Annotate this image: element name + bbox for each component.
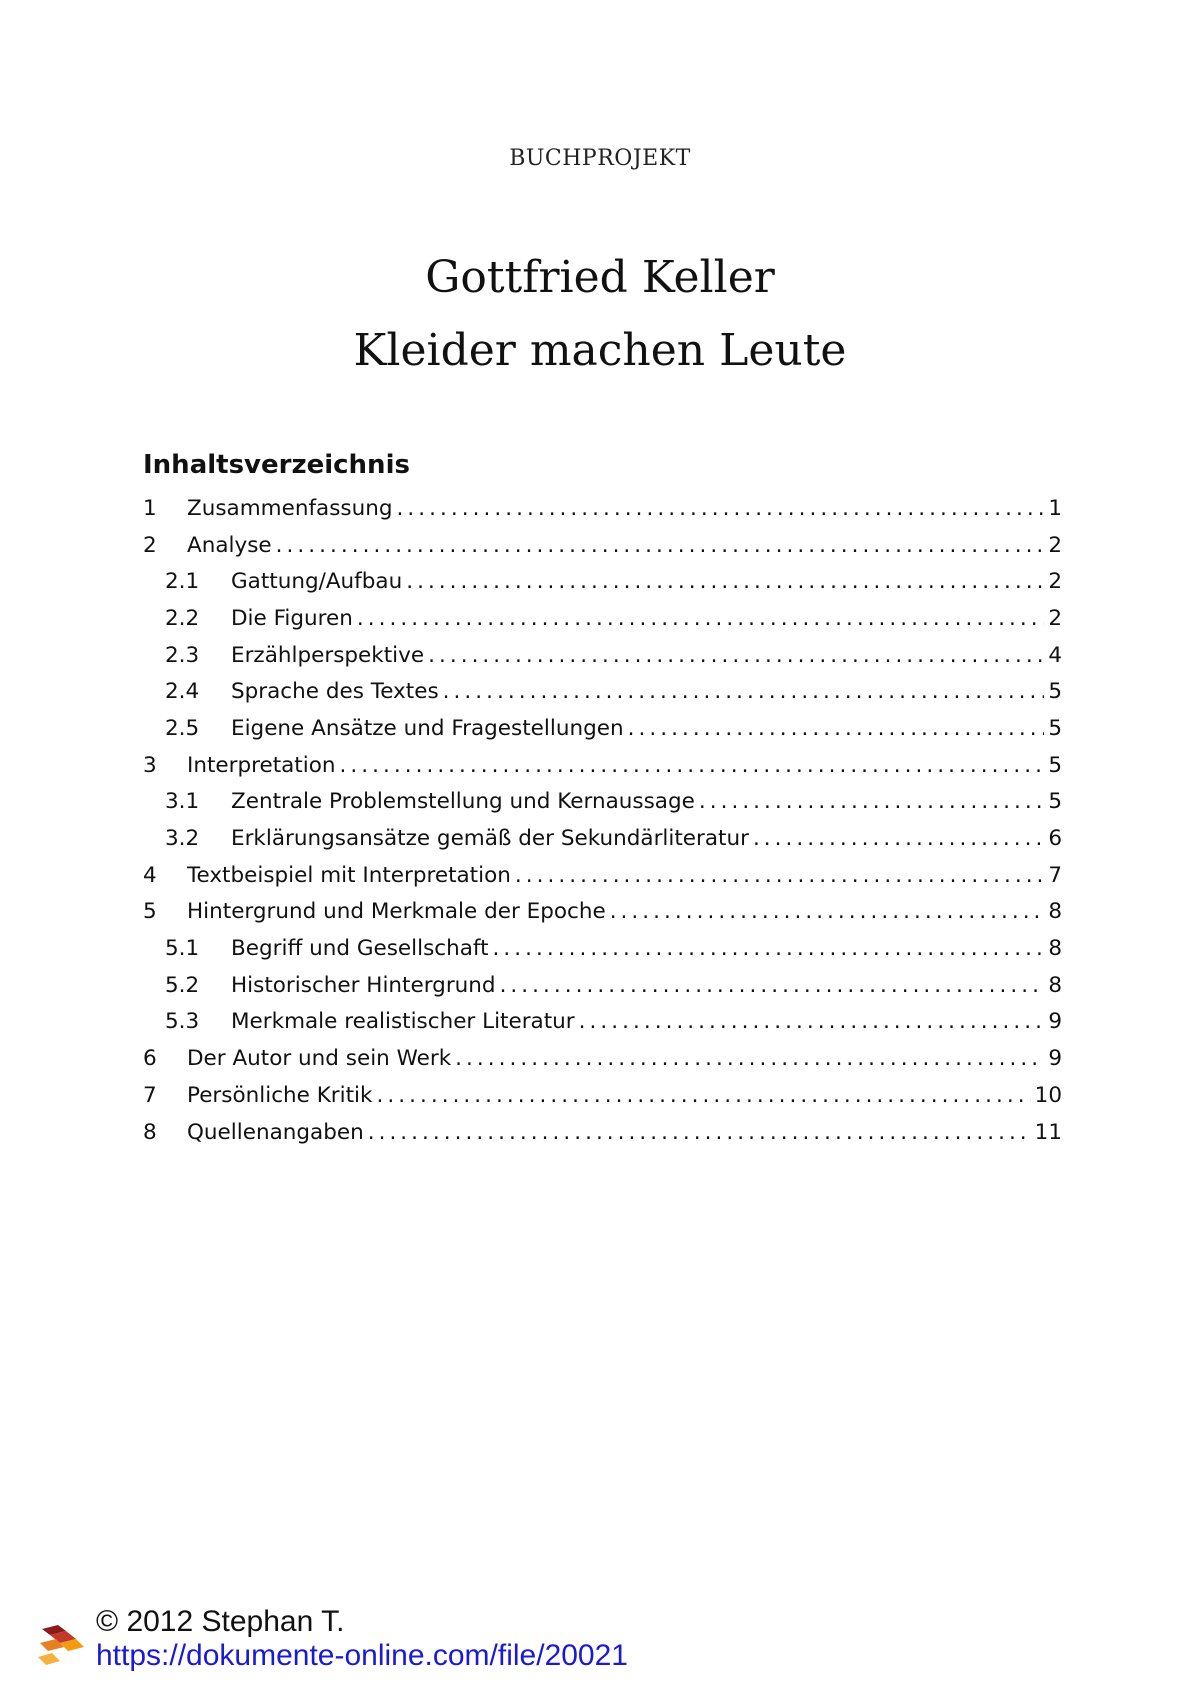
toc-entry-page: 8 xyxy=(1048,899,1062,925)
toc-entry-page: 4 xyxy=(1048,642,1062,668)
toc-entry-page: 5 xyxy=(1048,752,1062,778)
toc-entry-page: 9 xyxy=(1048,1046,1062,1072)
toc-entry[interactable] xyxy=(143,1077,1062,1114)
dokumente-online-logo-icon xyxy=(36,1621,86,1671)
toc-entry[interactable] xyxy=(143,784,1062,821)
toc-entry-number: 5.2 xyxy=(165,972,200,998)
toc-entry[interactable] xyxy=(143,1004,1062,1041)
toc-entry-label: Gattung/Aufbau xyxy=(231,569,403,595)
toc-entry-label: Zentrale Problemstellung und Kernaussage xyxy=(231,789,695,815)
toc-dot-leader xyxy=(699,789,1044,814)
toc-entry[interactable] xyxy=(143,490,1062,527)
toc-dot-leader xyxy=(397,496,1044,521)
toc-dot-leader xyxy=(406,569,1044,594)
toc-dot-leader xyxy=(357,606,1044,631)
toc-dot-leader xyxy=(368,1120,1031,1145)
toc-entry-number: 5.3 xyxy=(165,1009,200,1035)
toc-entry[interactable] xyxy=(143,967,1062,1004)
toc-entry-number: 7 xyxy=(143,1082,157,1108)
toc-entry[interactable] xyxy=(143,637,1062,674)
toc-dot-leader xyxy=(579,1009,1044,1034)
toc-dot-leader xyxy=(376,1083,1030,1108)
toc-entry-label: Hintergrund und Merkmale der Epoche xyxy=(187,899,606,925)
toc-entry-number: 3.2 xyxy=(165,826,200,852)
toc-entry-number: 2 xyxy=(143,532,157,558)
toc-entry-label: Interpretation xyxy=(187,752,336,778)
toc-entry-page: 8 xyxy=(1048,972,1062,998)
source-link[interactable]: https://dokumente-online.com/file/20021 xyxy=(96,1639,628,1672)
toc-entry-number: 1 xyxy=(143,495,157,521)
toc-entry-label: Textbeispiel mit Interpretation xyxy=(187,862,511,888)
toc-entry-label: Merkmale realistischer Literatur xyxy=(231,1009,575,1035)
copyright-text: © 2012 Stephan T. xyxy=(96,1605,345,1638)
toc-entry-number: 5.1 xyxy=(165,936,200,962)
toc-dot-leader xyxy=(276,533,1044,558)
toc-entry[interactable] xyxy=(143,527,1062,564)
toc-entry-label: Erklärungsansätze gemäß der Sekundärliteratur xyxy=(231,826,749,852)
toc-entry-page: 5 xyxy=(1048,789,1062,815)
toc-entry-number: 3 xyxy=(143,752,157,778)
toc-entry[interactable] xyxy=(143,747,1062,784)
toc-entry-label: Quellenangaben xyxy=(187,1119,364,1145)
toc-entry-number: 3.1 xyxy=(165,789,200,815)
toc-entry[interactable] xyxy=(143,1040,1062,1077)
toc-entry-page: 10 xyxy=(1034,1082,1062,1108)
toc-entry-label: Die Figuren xyxy=(231,605,353,631)
document-kicker: BUCHPROJEKT xyxy=(509,146,691,171)
toc-entry-label: Persönliche Kritik xyxy=(187,1082,373,1108)
toc-entry-page: 5 xyxy=(1048,679,1062,705)
toc-entry-page: 7 xyxy=(1048,862,1062,888)
toc-entry[interactable] xyxy=(143,820,1062,857)
toc-entry-number: 2.2 xyxy=(165,605,200,631)
toc-entry-number: 8 xyxy=(143,1119,157,1145)
table-of-contents xyxy=(143,490,1062,1150)
toc-entry-number: 2.4 xyxy=(165,679,200,705)
toc-entry-page: 11 xyxy=(1034,1119,1062,1145)
toc-entry-label: Analyse xyxy=(187,532,272,558)
toc-dot-leader xyxy=(515,863,1044,888)
toc-entry-label: Sprache des Textes xyxy=(231,679,439,705)
toc-entry-page: 1 xyxy=(1048,495,1062,521)
toc-entry-label: Der Autor und sein Werk xyxy=(187,1046,452,1072)
toc-entry[interactable] xyxy=(143,930,1062,967)
toc-entry[interactable] xyxy=(143,857,1062,894)
toc-entry-page: 6 xyxy=(1048,826,1062,852)
toc-entry-label: Historischer Hintergrund xyxy=(231,972,496,998)
toc-entry-page: 2 xyxy=(1048,569,1062,595)
toc-entry[interactable] xyxy=(143,710,1062,747)
title-work: Kleider machen Leute xyxy=(353,325,847,376)
toc-dot-leader xyxy=(428,643,1044,668)
toc-dot-leader xyxy=(493,936,1044,961)
toc-dot-leader xyxy=(443,679,1044,704)
toc-entry[interactable] xyxy=(143,673,1062,710)
toc-dot-leader xyxy=(455,1046,1044,1071)
toc-entry[interactable] xyxy=(143,894,1062,931)
toc-entry-page: 5 xyxy=(1048,715,1062,741)
toc-entry-page: 2 xyxy=(1048,532,1062,558)
toc-entry-label: Zusammenfassung xyxy=(187,495,393,521)
toc-entry-number: 2.1 xyxy=(165,569,200,595)
toc-entry-page: 9 xyxy=(1048,1009,1062,1035)
toc-dot-leader xyxy=(610,899,1044,924)
toc-entry[interactable] xyxy=(143,1114,1062,1151)
toc-dot-leader xyxy=(628,716,1044,741)
footer xyxy=(36,1605,836,1685)
toc-entry-number: 6 xyxy=(143,1046,157,1072)
toc-dot-leader xyxy=(500,973,1044,998)
toc-dot-leader xyxy=(340,753,1045,778)
toc-entry-number: 2.3 xyxy=(165,642,200,668)
toc-entry-label: Eigene Ansätze und Fragestellungen xyxy=(231,715,624,741)
toc-entry-number: 2.5 xyxy=(165,715,200,741)
toc-entry-number: 5 xyxy=(143,899,157,925)
toc-entry-page: 2 xyxy=(1048,605,1062,631)
toc-entry-label: Erzählperspektive xyxy=(231,642,425,668)
toc-entry-label: Begriff und Gesellschaft xyxy=(231,936,489,962)
toc-heading: Inhaltsverzeichnis xyxy=(143,450,410,480)
toc-entry[interactable] xyxy=(143,600,1062,637)
title-author: Gottfried Keller xyxy=(425,252,775,303)
toc-entry[interactable] xyxy=(143,563,1062,600)
toc-dot-leader xyxy=(753,826,1044,851)
toc-entry-page: 8 xyxy=(1048,936,1062,962)
toc-entry-number: 4 xyxy=(143,862,157,888)
